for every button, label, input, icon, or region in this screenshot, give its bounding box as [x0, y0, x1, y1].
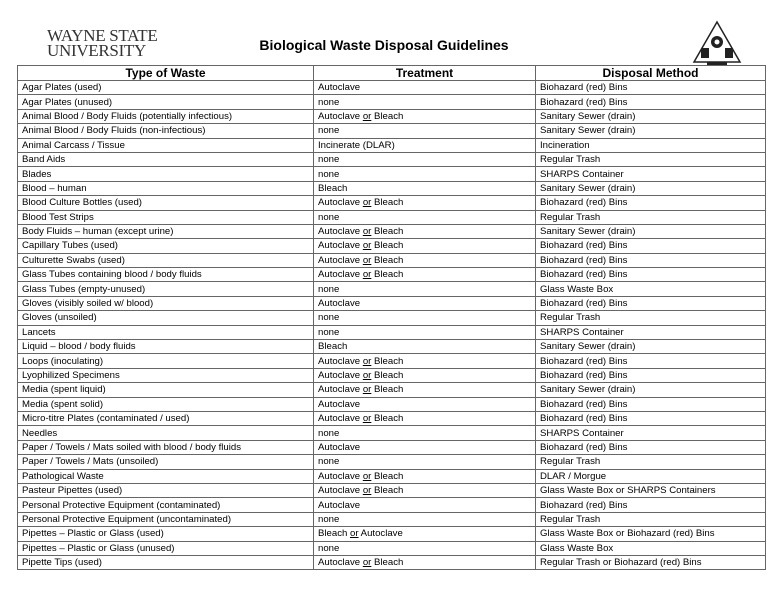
or-emphasis: or — [350, 528, 359, 540]
disposal-method-cell: Biohazard (red) Bins — [536, 498, 766, 512]
waste-type-cell: Pipette Tips (used) — [18, 555, 314, 569]
treatment-cell: Autoclave or Bleach — [314, 268, 536, 282]
table-row — [18, 210, 766, 224]
disposal-method-cell: SHARPS Container — [536, 167, 766, 181]
treatment-cell: Autoclave or Bleach — [314, 239, 536, 253]
treatment-cell: Autoclave or Bleach — [314, 469, 536, 483]
waste-type-cell: Blood – human — [18, 181, 314, 195]
waste-type-cell: Blades — [18, 167, 314, 181]
treatment-cell: Autoclave — [314, 296, 536, 310]
waste-type-cell: Pasteur Pipettes (used) — [18, 483, 314, 497]
or-emphasis: or — [362, 197, 372, 209]
table-row — [18, 268, 766, 282]
disposal-method-cell: Biohazard (red) Bins — [536, 239, 766, 253]
waste-type-cell: Pipettes – Plastic or Glass (unused) — [18, 541, 314, 555]
disposal-method-cell: Regular Trash — [536, 455, 766, 469]
treatment-cell: Autoclave or Bleach — [314, 224, 536, 238]
page-title: Biological Waste Disposal Guidelines — [259, 37, 509, 53]
treatment-cell: none — [314, 167, 536, 181]
treatment-cell: Autoclave — [314, 397, 536, 411]
column-header-disposal: Disposal Method — [536, 66, 766, 81]
or-emphasis: or — [362, 470, 372, 482]
logo-line-2: UNIVERSITY — [47, 41, 146, 60]
disposal-method-cell: Biohazard (red) Bins — [536, 196, 766, 210]
waste-type-cell: Glass Tubes containing blood / body fluids — [18, 268, 314, 282]
waste-type-cell: Animal Carcass / Tissue — [18, 138, 314, 152]
treatment-cell: none — [314, 152, 536, 166]
disposal-table — [17, 65, 766, 570]
table-row — [18, 138, 766, 152]
table-row — [18, 224, 766, 238]
disposal-method-cell: Incineration — [536, 138, 766, 152]
table-row — [18, 397, 766, 411]
waste-type-cell: Media (spent solid) — [18, 397, 314, 411]
treatment-cell: none — [314, 541, 536, 555]
treatment-cell: Autoclave or Bleach — [314, 196, 536, 210]
waste-type-cell: Blood Culture Bottles (used) — [18, 196, 314, 210]
treatment-cell: Incinerate (DLAR) — [314, 138, 536, 152]
disposal-method-cell: Biohazard (red) Bins — [536, 354, 766, 368]
table-row — [18, 426, 766, 440]
treatment-cell: Autoclave or Bleach — [314, 368, 536, 382]
waste-type-cell: Band Aids — [18, 152, 314, 166]
or-emphasis: or — [362, 355, 372, 367]
waste-type-cell: Agar Plates (unused) — [18, 95, 314, 109]
treatment-cell: Autoclave or Bleach — [314, 383, 536, 397]
waste-type-cell: Culturette Swabs (used) — [18, 253, 314, 267]
table-header-row — [18, 66, 766, 81]
waste-type-cell: Paper / Towels / Mats (unsoiled) — [18, 455, 314, 469]
treatment-cell: Autoclave or Bleach — [314, 555, 536, 569]
biohazard-emblem-icon — [692, 20, 742, 66]
disposal-method-cell: Sanitary Sewer (drain) — [536, 340, 766, 354]
waste-type-cell: Lancets — [18, 325, 314, 339]
waste-type-cell: Capillary Tubes (used) — [18, 239, 314, 253]
disposal-method-cell: Regular Trash — [536, 152, 766, 166]
waste-type-cell: Gloves (visibly soiled w/ blood) — [18, 296, 314, 310]
waste-type-cell: Needles — [18, 426, 314, 440]
treatment-cell: Bleach — [314, 181, 536, 195]
treatment-cell: Bleach — [314, 340, 536, 354]
disposal-method-cell: Glass Waste Box — [536, 282, 766, 296]
waste-type-cell: Pathological Waste — [18, 469, 314, 483]
table-row — [18, 239, 766, 253]
disposal-method-cell: Biohazard (red) Bins — [536, 411, 766, 425]
or-emphasis: or — [362, 110, 372, 122]
disposal-method-cell: Sanitary Sewer (drain) — [536, 224, 766, 238]
or-emphasis: or — [362, 413, 372, 425]
logo-line-1: WAYNE STATE — [47, 26, 158, 45]
treatment-cell: none — [314, 210, 536, 224]
table-row — [18, 512, 766, 526]
disposal-method-cell: Biohazard (red) Bins — [536, 81, 766, 95]
treatment-cell: Autoclave — [314, 440, 536, 454]
disposal-method-cell: Regular Trash — [536, 210, 766, 224]
waste-type-cell: Body Fluids – human (except urine) — [18, 224, 314, 238]
disposal-method-cell: Regular Trash — [536, 311, 766, 325]
treatment-cell: Bleach or Autoclave — [314, 527, 536, 541]
or-emphasis: or — [362, 370, 372, 381]
disposal-method-cell: Sanitary Sewer (drain) — [536, 181, 766, 195]
disposal-method-cell: Regular Trash — [536, 512, 766, 526]
or-emphasis: or — [362, 485, 372, 497]
treatment-cell: none — [314, 282, 536, 296]
table-row — [18, 411, 766, 425]
waste-type-cell: Micro-titre Plates (contaminated / used) — [18, 411, 314, 425]
waste-type-cell: Paper / Towels / Mats soiled with blood / body fluids — [18, 440, 314, 454]
waste-type-cell: Media (spent liquid) — [18, 383, 314, 397]
table-row — [18, 368, 766, 382]
table-row — [18, 340, 766, 354]
disposal-method-cell: Regular Trash or Biohazard (red) Bins — [536, 555, 766, 569]
waste-type-cell: Agar Plates (used) — [18, 81, 314, 95]
column-header-treatment: Treatment — [314, 66, 536, 81]
disposal-method-cell: Glass Waste Box — [536, 541, 766, 555]
or-emphasis: or — [362, 226, 372, 238]
table-row — [18, 469, 766, 483]
treatment-cell: Autoclave or Bleach — [314, 411, 536, 425]
table-row — [18, 527, 766, 541]
table-row — [18, 555, 766, 569]
waste-type-cell: Liquid – blood / body fluids — [18, 340, 314, 354]
table-row — [18, 325, 766, 339]
table-row — [18, 124, 766, 138]
table-row — [18, 483, 766, 497]
column-header-type: Type of Waste — [18, 66, 314, 81]
treatment-cell: Autoclave — [314, 81, 536, 95]
disposal-method-cell: Glass Waste Box or SHARPS Containers — [536, 483, 766, 497]
or-emphasis: or — [362, 240, 372, 252]
treatment-cell: none — [314, 426, 536, 440]
disposal-method-cell: Biohazard (red) Bins — [536, 268, 766, 282]
disposal-method-cell: DLAR / Morgue — [536, 469, 766, 483]
disposal-method-cell: Sanitary Sewer (drain) — [536, 124, 766, 138]
waste-type-cell: Blood Test Strips — [18, 210, 314, 224]
waste-type-cell: Gloves (unsoiled) — [18, 311, 314, 325]
disposal-method-cell: Sanitary Sewer (drain) — [536, 383, 766, 397]
table-row — [18, 196, 766, 210]
or-emphasis: or — [362, 557, 372, 569]
table-row — [18, 541, 766, 555]
table-row — [18, 440, 766, 454]
treatment-cell: none — [314, 311, 536, 325]
waste-type-cell: Animal Blood / Body Fluids (potentially infectious) — [18, 109, 314, 123]
waste-type-cell: Personal Protective Equipment (uncontaminated) — [18, 512, 314, 526]
or-emphasis: or — [362, 384, 372, 396]
table-row — [18, 498, 766, 512]
table-row — [18, 296, 766, 310]
disposal-method-cell: Biohazard (red) Bins — [536, 296, 766, 310]
table-row — [18, 383, 766, 397]
table-row — [18, 95, 766, 109]
table-row — [18, 311, 766, 325]
treatment-cell: Autoclave — [314, 498, 536, 512]
waste-type-cell: Personal Protective Equipment (contaminated) — [18, 498, 314, 512]
disposal-method-cell: Biohazard (red) Bins — [536, 440, 766, 454]
or-emphasis: or — [362, 254, 372, 266]
waste-type-cell: Pipettes – Plastic or Glass (used) — [18, 527, 314, 541]
table-row — [18, 152, 766, 166]
disposal-method-cell: Biohazard (red) Bins — [536, 368, 766, 382]
treatment-cell: none — [314, 95, 536, 109]
table-row — [18, 354, 766, 368]
waste-type-cell: Lyophilized Specimens — [18, 368, 314, 382]
disposal-method-cell: Glass Waste Box or Biohazard (red) Bins — [536, 527, 766, 541]
table-row — [18, 253, 766, 267]
treatment-cell: Autoclave or Bleach — [314, 253, 536, 267]
disposal-method-cell: Biohazard (red) Bins — [536, 253, 766, 267]
disposal-method-cell: Biohazard (red) Bins — [536, 95, 766, 109]
table-row — [18, 181, 766, 195]
waste-type-cell: Glass Tubes (empty-unused) — [18, 282, 314, 296]
table-row — [18, 167, 766, 181]
or-emphasis: or — [362, 269, 372, 281]
waste-type-cell: Loops (inoculating) — [18, 354, 314, 368]
treatment-cell: Autoclave or Bleach — [314, 109, 536, 123]
table-row — [18, 455, 766, 469]
disposal-method-cell: Biohazard (red) Bins — [536, 397, 766, 411]
table-row — [18, 109, 766, 123]
treatment-cell: none — [314, 455, 536, 469]
disposal-method-cell: Sanitary Sewer (drain) — [536, 109, 766, 123]
table-row — [18, 81, 766, 95]
treatment-cell: Autoclave or Bleach — [314, 483, 536, 497]
disposal-method-cell: SHARPS Container — [536, 325, 766, 339]
treatment-cell: Autoclave or Bleach — [314, 354, 536, 368]
table-row — [18, 282, 766, 296]
treatment-cell: none — [314, 512, 536, 526]
disposal-method-cell: SHARPS Container — [536, 426, 766, 440]
waste-type-cell: Animal Blood / Body Fluids (non-infectious) — [18, 124, 314, 138]
treatment-cell: none — [314, 124, 536, 138]
treatment-cell: none — [314, 325, 536, 339]
